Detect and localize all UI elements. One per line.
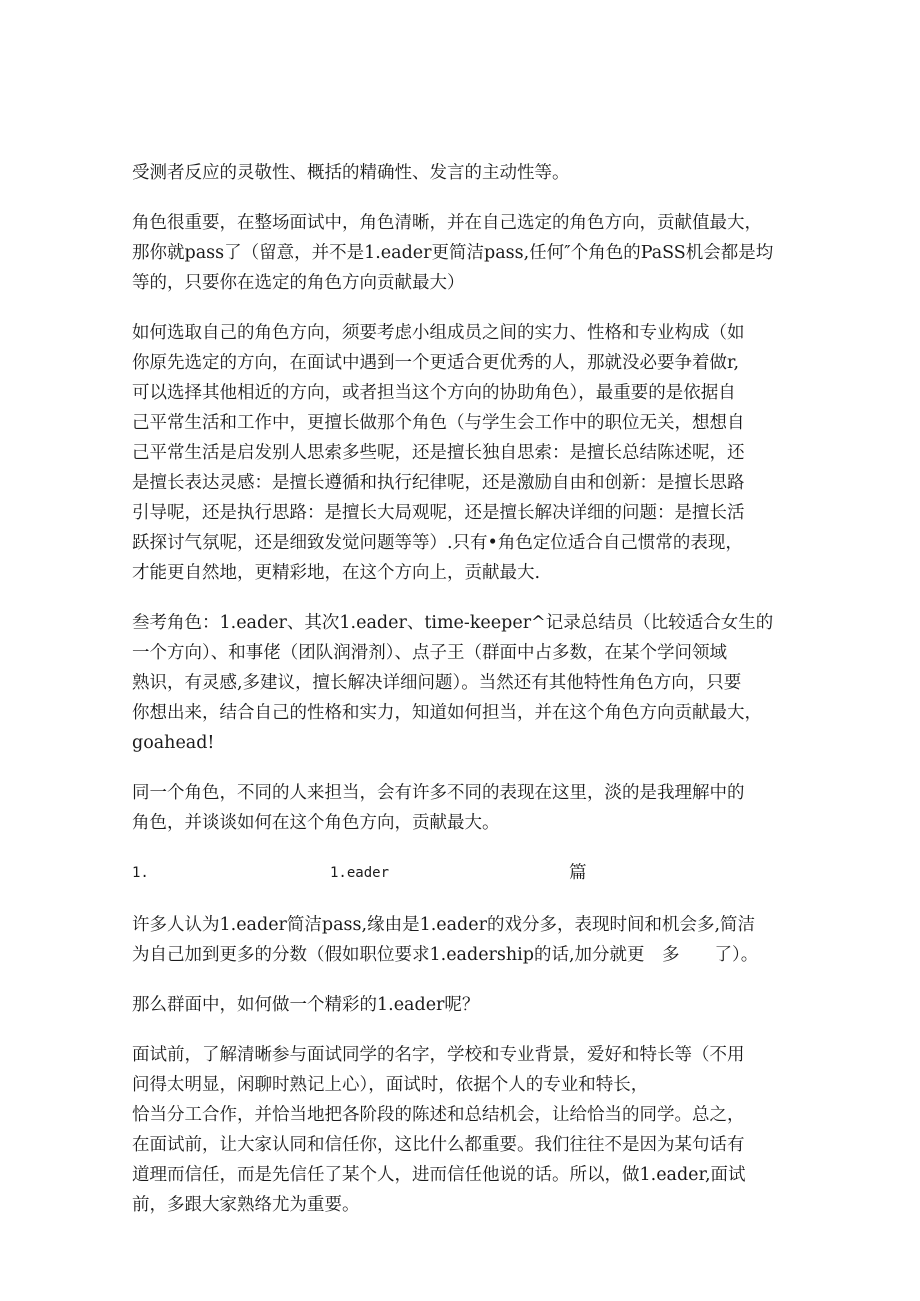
text-line: 角色，并谈谈如何在这个角色方向，贡献最大。 [132,813,500,833]
text-line: 一个方向）、和事佬（团队润滑剂）、点子王（群面中占多数，在某个学问领域 [132,643,727,663]
paragraph-reference-roles [132,608,802,758]
section-number: 1. [132,865,149,881]
text-line: goahead! [132,733,215,753]
paragraph-leader-pass [132,910,802,970]
text-line: 问得太明显，闲聊时熟记上心），面试时，依据个人的专业和特长， [132,1075,649,1095]
text-line: 道理而信任，而是先信任了某个人，进而信任他说的话。所以，做1.eader,面试 [132,1165,746,1185]
text-line: 叁考角色：1.eader、其次1.eader、time-keeper^记录总结员（比较适合女生的 [132,613,774,633]
paragraph-same-role [132,778,802,838]
text-line: 己平常生活是启发别人思索多些呢，还是擅长独自思索：是擅长总结陈述呢，还 [132,443,745,463]
text-line: 许多人认为1.eader简洁pass,缘由是1.eader的戏分多，表现时间和机会多,简洁 [132,915,756,935]
document-page [132,158,802,1240]
text-line: 恰当分工合作，并恰当地把各阶段的陈述和总结机会，让给恰当的同学。总之， [132,1105,745,1125]
text-line: 为自己加到更多的分数（假如职位要求1.eadership的话,加分就更 多 了）。 [132,945,759,965]
paragraph-choose-role [132,318,802,588]
paragraph-reaction [132,158,802,188]
text-line: 那你就pass了（留意，并不是1.eader更简洁pass,任何″个角色的PaSS机会都是均 [132,243,774,263]
text-line: 受测者反应的灵敬性、概括的精确性、发言的主动性等。 [132,163,570,183]
text-line: 跃探讨气氛呢，还是细致发觉问题等等）.只有•角色定位适合自己惯常的表现， [132,533,743,553]
paragraph-role-importance [132,208,802,298]
text-line: 同一个角色，不同的人来担当，会有许多不同的表现在这里，淡的是我理解中的 [132,783,745,803]
text-line: 是擅长表达灵感：是擅长遵循和执行纪律呢，还是激励自由和创新：是擅长思路 [132,473,745,493]
text-line: 面试前，了解清晰参与面试同学的名字，学校和专业背景，爱好和特长等（不用 [132,1045,745,1065]
section-name: 1.eader [330,865,390,881]
paragraph-before-interview [132,1040,802,1220]
text-line: 己平常生活和工作中，更擅长做那个角色（与学生会工作中的职位无关，想想自 [132,413,745,433]
text-line: 如何选取自己的角色方向，须要考虑小组成员之间的实力、性格和专业构成（如 [132,323,745,343]
text-line: 前，多跟大家熟络尤为重要。 [132,1195,360,1215]
text-line: 角色很重要，在整场面试中，角色清晰，并在自己选定的角色方向，贡献值最大， [132,213,762,233]
text-line: 你想出来，结合自己的性格和实力，知道如何担当，并在这个角色方向贡献最大， [132,703,762,723]
section-suffix: 篇 [569,863,587,883]
text-line: 等的，只要你在选定的角色方向贡献最大） [132,273,465,293]
text-line: 那么群面中，如何做一个精彩的1.eader呢？ [132,995,480,1015]
text-line: 可以选择其他相近的方向，或者担当这个方向的协助角色），最重要的是依据自 [132,383,736,403]
text-line: 在面试前，让大家认同和信任你，这比什么都重要。我们往往不是因为某句话有 [132,1135,745,1155]
text-line: 熟识，有灵感,多建议，擅长解决详细问题）。当然还有其他特性角色方向，只要 [132,673,742,693]
paragraph-how-leader [132,990,802,1020]
text-line: 你原先选定的方向，在面试中遇到一个更适合更优秀的人，那就没必要争着做r, [132,353,740,373]
text-line: 引导呢，还是执行思路：是擅长大局观呢，还是擅长解决详细的问题：是擅长活 [132,503,745,523]
section-heading [132,858,802,888]
text-line: 才能更自然地，更精彩地，在这个方向上，贡献最大. [132,563,541,583]
